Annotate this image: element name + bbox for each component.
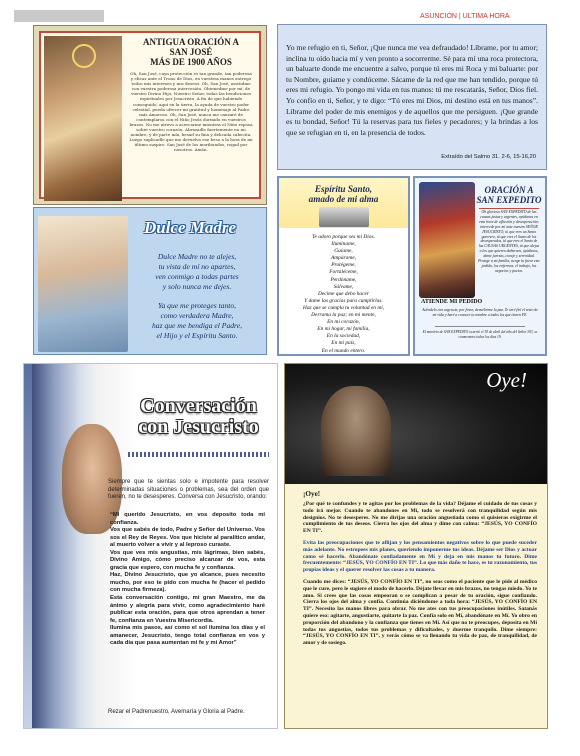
psalm-text: Yo me refugio en ti, Señor, ¡Que nunca me vea defraudado! Líbrame, por tu amor; inclina tu oído hacia mí y ven pronto a socorrerme. Sé para mí una roca protectora, un baluarte donde me encuentre a salvo, porque tú eres mi Roca y mi baluarte: por tu Nombre, guíame y condúceme. Sácame de la red que me han tendido, porque tú eres mi refugio. Yo pongo mi vida en tus manos: tú me rescatarás, Señor, Dios fiel. Yo confío en ti, Señor, y te digo: “Tú eres mi Dios, mi destino está en tus manos”. Líbrame del poder de mis enemigos y de aquellos que me persiguen. ¡Que grande es tu bondad, Señor! Tú la reservas para tus fieles y pecadores; y la brindas a los que se refugian en ti, en la presencia de todos. <box>286 43 538 137</box>
prayer-paragraph: Vos que sabés de todo, Padre y Señor del Universo. Vos sos el Rey de Reyes. Vos que hiciste al paralítico andar, al muerto volver a vivir y al leproso curaste. <box>110 527 265 549</box>
san-expedito-title-line1: ORACIÓN A <box>484 185 534 195</box>
prayer-line: Haz que se cumpla tu voluntad en mí, <box>302 304 385 311</box>
praying-figure <box>321 386 391 476</box>
prayer-line: Fortaléceme, <box>329 269 358 276</box>
divider <box>435 326 525 327</box>
prayer-line: En el mundo entero. <box>321 347 366 354</box>
header-masthead <box>14 10 104 22</box>
prayer-line: Protégeme, <box>331 262 356 269</box>
oye-card <box>284 363 548 729</box>
prayer-line: Decime que debo hacer <box>317 290 370 297</box>
verse-line: el Hijo y el Espíritu Santo. <box>156 331 238 340</box>
san-expedito-image <box>419 182 475 298</box>
header-section-label: ASUNCIÓN | ULTIMA HORA <box>420 13 510 20</box>
verse-line: tu vista de mí no apartes, <box>158 262 236 271</box>
title-divider <box>128 452 269 457</box>
san-jose-title <box>127 37 255 67</box>
san-expedito-note: El martirio de SAN EXPEDITO ocurrió el 19 de abril del año del Señor 303, se conmemora todos los días 19. <box>422 330 538 339</box>
san-jose-card <box>33 25 267 205</box>
oye-text <box>303 501 537 652</box>
oye-heading: ¡Oye! <box>303 490 321 498</box>
jesucristo-prayer <box>110 512 265 648</box>
prayer-line: Guíame, <box>334 248 353 255</box>
san-jose-title-line2: SAN JOSÉ <box>169 47 213 57</box>
dulce-madre-title: Dulce Madre <box>144 218 237 237</box>
espiritu-santo-title-line1: Espíritu Santo, <box>314 184 373 194</box>
prayer-paragraph: “Mi querido Jesucristo, en vos deposito toda mi confianza. <box>110 512 265 526</box>
san-jose-frame <box>39 31 261 199</box>
prayer-line: Perdóname, <box>330 276 357 283</box>
oye-paragraph: ¿Por qué te confundes y te agitas por los problemas de la vida? Déjame el cuidado de tus cosas y todo irá mejor. Cuando te abandones en Mí, todo se resolverá con tranquilidad según mis designios. No te desesperes. No me dirijas una oración angustiada como si quisieras exigirme el cumplimiento de tus deseos. Cierra los ojos del alma y dime con calma: “JESÚS, YO CONFÍO EN TI”. <box>303 501 537 535</box>
verse-line: y solo nunca me dejes. <box>162 282 232 291</box>
virgin-mary-image <box>38 216 128 352</box>
oye-paragraph: Cuando me dices: “JESÚS, YO CONFÍO EN TI”, no seas como el paciente que le pide al médico que le cure, pero le sugiere el modo de hacerlo. Déjate llevar en mis brazos, no tengas miedo. Yo te amo. Si crees que las cosas empeoran o se complican a pesar de tu oración, sigue confiando. Cierra los ojos del alma y confía. Continúa diciéndome a toda hora: “JESÚS, YO CONFÍO EN TI”. Necesito las manos libres para obrar. No me ates con tus preocupaciones inútiles. Satanás quiere eso: agitarte, angustiarte, quitarte la paz. Confía solo en Mí, abandónate en Mí. Yo obro en proporción del abandono y la confianza que tienes en Mí. Así que no te preocupes, deposita en Mí todas tus angustias, todos tus problemas y dificultades, y duerme tranquilo. Dime siempre: “JESÚS, YO CONFÍO EN TI”, y verás cómo se va llenando tu vida de paz, de tranquilidad, de amor y de sosiego. <box>303 578 537 647</box>
san-expedito-card <box>413 176 547 356</box>
psalm-card <box>277 24 547 170</box>
oye-image-word: Oye! <box>486 368 527 392</box>
prayer-paragraph: Ilumina mis pasos, así como el sol ilumina los días y el amanecer, Jesucristo, tengo total confianza en vos y cada día que pasa aumentan mi fe y mi Amor” <box>110 625 265 647</box>
espiritu-santo-card <box>277 176 410 356</box>
jesucristo-title <box>124 396 273 438</box>
prayer-paragraph: Haz, Divino Jesucristo, que yo alcance, pues necesito mucho, por eso te pido con mucha fe (hacer el pedido con mucha firmeza). <box>110 572 265 594</box>
prayer-line: Y dame las gracias para cumplirlas. <box>304 297 383 304</box>
jesucristo-title-line2: con Jesucristo <box>138 416 259 438</box>
san-jose-prayer: Oh, San José, cuya protección es tan grande, tan poderosa y eficaz ante el Trono de Dios, en vuestras manos entrego todos mis intereses y mis deseos. Oh, San José, asistidme con vuestra poderosa intercesión. Obtenedme por mí, de vuestro Divino Hijo, Nuestro Señor, todas las bendiciones espirituales por Jesucristo. A fin de que habiendo conseguido, aquí en la tierra, la ayuda de vuestro poder celestial, pueda ofrecer mi gratitud y homenaje al Padre más Amoroso. Oh, San José, nunca me canzaré de contemplaros con el Niño Jesús dormido en vuestros brazos. No me atrevo a acercarme mientras el Niño reposa sobre vuestro corazón. Abrazadle fuertemente en mi nombre, y de parte mía, besad su fina y delicada cabecita. Luego suplicadle que me devuelva ese beso a la hora de mi último suspiro. San José de los moribundos, rogad por nosotros. Amén. <box>129 71 253 153</box>
espiritu-santo-title-line2: amado de mi alma <box>308 194 379 204</box>
prayer-line: Te adoro porque ses mi Dios. <box>312 234 375 240</box>
verse-line: ven conmigo a todas partes <box>155 272 239 281</box>
verse-line: haz que me bendiga el Padre, <box>152 321 242 330</box>
jesucristo-card <box>23 363 278 729</box>
san-expedito-attend: ATIENDE MI PEDIDO <box>421 299 483 305</box>
prayer-line: En mi país, <box>331 340 356 347</box>
verse-line: como verdadera Madre, <box>160 311 234 320</box>
san-jose-title-line3: MÁS DE 1900 AÑOS <box>150 57 232 67</box>
side-stripe <box>24 364 32 728</box>
dulce-madre-verse-1 <box>134 252 260 292</box>
san-expedito-title <box>475 185 543 205</box>
dulce-madre-card <box>33 207 267 355</box>
prayer-line: Ilumíname, <box>331 241 356 248</box>
prayer-line: En mi corazón, <box>327 319 360 326</box>
jesucristo-intro: Siempre que te sientas solo e impotente para resolver determinadas situaciones o problemas, sea del orden que fueren, no te desesperes. Conversa con Jesucristo, orando: <box>108 479 269 500</box>
psalm-source: Extraído del Salmo 31. 2-6, 15-16,20 <box>441 154 536 160</box>
prayer-line: Derrama la paz; en mi mente, <box>311 312 376 319</box>
san-jose-title-line1: ANTIGUA ORACIÓN A <box>142 37 239 47</box>
prayer-line: Sálvame, <box>333 283 354 290</box>
verse-line: Ya que me proteges tanto, <box>157 301 237 310</box>
verse-line: Dulce Madre no te alejes, <box>157 252 237 261</box>
dulce-madre-verse-2 <box>134 301 260 341</box>
espiritu-santo-title <box>279 184 408 204</box>
prayer-line: En mi hogar, mi familia, <box>317 326 370 333</box>
espiritu-santo-prayer <box>283 234 404 355</box>
prayer-line: En la sociedad, <box>326 333 361 340</box>
prayer-paragraph: Vos que ves mis angustias, mis lágrimas, bien sabés, Divino Amigo, cómo preciso alcanzar de vos, esta gracia que espero, con mucha fe y confianza. <box>110 549 265 571</box>
san-expedito-prayer: Oh glorioso SAN EXPEDITO de las causas justas y urgentes, ayúdanos en esta hora de aflicción y desesperación; intercede por mí ante nuestro SEÑOR JESUCRISTO, tú que eres un Santo guerrero, tú que eres el Santo de los desesperados, tú que eres el Santo de las CAUSAS URGENTES, tú que alejas a los que quieren dañarnos, ayúdanos, dame fuerzas, coraje y serenidad. Protege a mi familia, acoge tu favor este pedido, los enfermos, el trabajo, los negocios y pactos. <box>478 210 540 273</box>
prayer-line: Ampárame, <box>330 255 356 262</box>
san-jose-image <box>44 36 122 201</box>
jesucristo-closing: Rezar el Padrenuestro, Avemaría y Gloria al Padre. <box>108 709 245 715</box>
halo-icon <box>72 44 96 68</box>
open-bible-image <box>319 207 369 227</box>
praying-figure-image <box>285 364 547 484</box>
oye-paragraph: Evita las preocupaciones que te aflijan y los pensamientos negativos sobre lo que puede suceder más adelante. No estropees mis planes, queriendo imponerme tus ideas. Déjame ser Dios y actuar como sé hacerlo. Abandónate confiadamente en Mí y deja en mis manos tu futuro. Dime frecuentemente: “JESÚS, YO CONFÍO EN TI”. Lo que más daño te hace, es tu razonamiento, tus propias ideas y el querer resolver las cosas a tu manera. <box>303 539 537 574</box>
prayer-paragraph: Esta conversación contigo, mi gran Maestro, me da ánimo y alegría para vivir, como agradecimiento haré publicar esta oración, para que otros aprendan a tener fe, confianza en Vuestra Misericordia. <box>110 595 265 624</box>
san-expedito-title-line2: SAN EXPEDITO <box>476 195 542 205</box>
title-divider <box>479 208 539 209</box>
jesucristo-title-line1: Conversación <box>140 395 257 417</box>
san-expedito-request: Atiéndelo con urgencia, por favor, devuélveme la paz. Te seré fiel el resto de mi vida y haré a conocer tu nombre a todos los que tienen FE. <box>422 308 538 317</box>
